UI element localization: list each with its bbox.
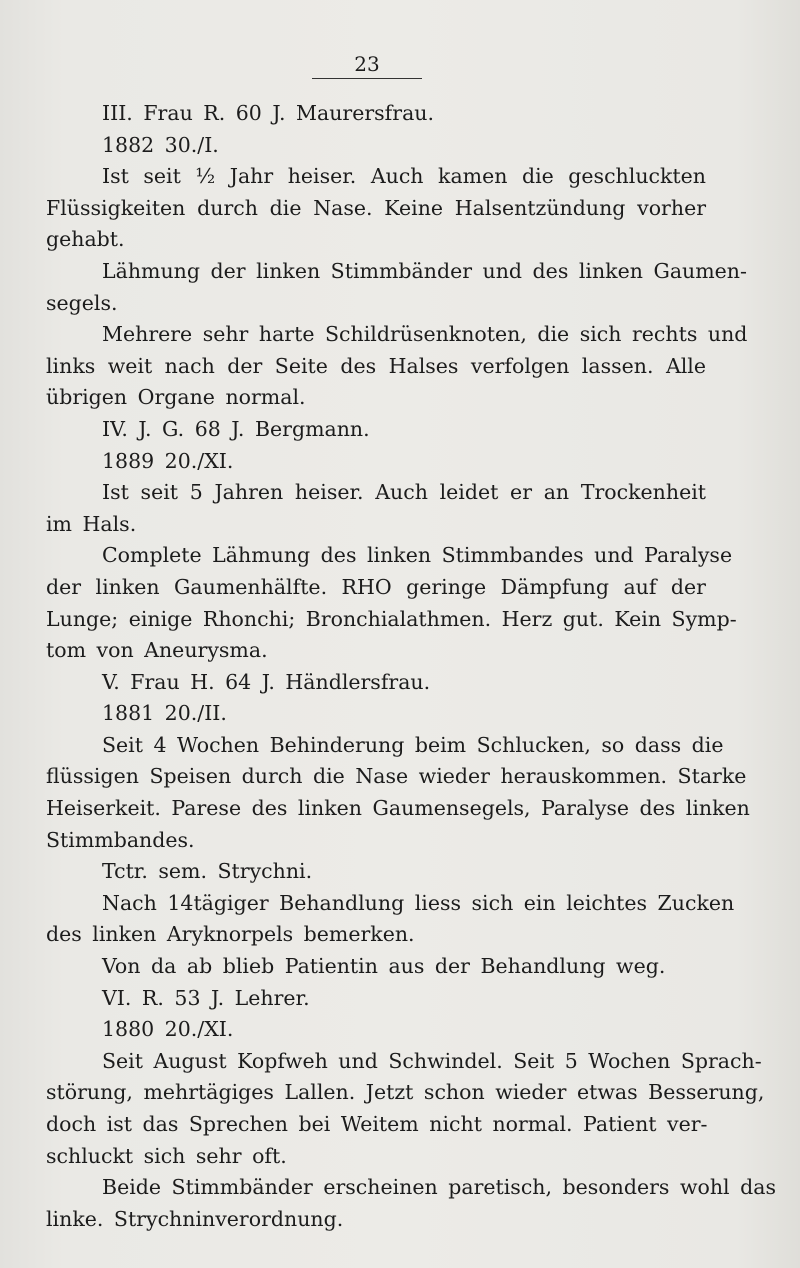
text-line: übrigen Organe normal. xyxy=(46,385,306,410)
text-line: schluckt sich sehr oft. xyxy=(46,1143,287,1168)
text-line: der linken Gaumenhälfte. RHO geringe Dämpfung auf der xyxy=(46,574,706,599)
case-paragraph xyxy=(46,951,706,983)
text-line: links weit nach der Seite des Halses verfolgen lassen. Alle xyxy=(46,353,706,378)
text-line: Lähmung der linken Stimmbänder und des linken Gaumen- xyxy=(102,258,747,283)
case-date: 1881 20./II. xyxy=(102,701,227,726)
case-paragraph xyxy=(46,477,706,540)
case-paragraph xyxy=(46,319,748,414)
text-line: gehabt. xyxy=(46,227,125,252)
text-line: Seit 4 Wochen Behinderung beim Schlucken, so dass die xyxy=(102,732,724,757)
case-paragraph xyxy=(46,856,706,888)
case-paragraph xyxy=(46,161,706,256)
text-line: flüssigen Speisen durch die Nase wieder herauskommen. Starke xyxy=(46,764,747,789)
case-heading: VI. R. 53 J. Lehrer. xyxy=(102,985,310,1010)
text-line: Von da ab blieb Patientin aus der Behandlung weg. xyxy=(102,954,666,979)
text-line: linke. Strychninverordnung. xyxy=(46,1206,344,1231)
case-entry xyxy=(46,667,750,983)
case-paragraph xyxy=(46,888,735,951)
text-line: Ist seit ½ Jahr heiser. Auch kamen die geschluckten xyxy=(102,164,706,189)
text-line: Flüssigkeiten durch die Nase. Keine Halsentzündung vorher xyxy=(46,195,706,220)
page-body xyxy=(46,98,776,1235)
text-line: doch ist das Sprechen bei Weitem nicht normal. Patient ver- xyxy=(46,1112,708,1136)
page-number: 23 xyxy=(312,52,422,79)
case-heading: IV. J. G. 68 J. Bergmann. xyxy=(102,416,370,441)
text-line: Heiserkeit. Parese des linken Gaumensegels, Paralyse des linken xyxy=(46,796,750,821)
text-line: Seit August Kopfweh und Schwindel. Seit 5 Wochen Sprach- xyxy=(102,1048,762,1073)
case-date: 1882 30./I. xyxy=(102,132,219,157)
text-line: des linken Aryknorpels bemerken. xyxy=(46,922,415,947)
text-line: störung, mehrtägiges Lallen. Jetzt schon wieder etwas Besserung, xyxy=(46,1080,765,1105)
text-line: Mehrere sehr harte Schildrüsenknoten, die sich rechts und xyxy=(102,322,748,347)
case-paragraph xyxy=(46,730,750,856)
text-line: Beide Stimmbänder erscheinen paretisch, besonders wohl das xyxy=(102,1175,776,1200)
text-line: Tctr. sem. Strychni. xyxy=(102,859,313,884)
text-line: Nach 14tägiger Behandlung liess sich ein leichtes Zucken xyxy=(102,890,735,915)
case-paragraph xyxy=(46,1172,776,1235)
text-line: tom von Aneurysma. xyxy=(46,638,268,663)
case-heading: III. Frau R. 60 J. Maurersfrau. xyxy=(102,101,435,125)
text-line: Complete Lähmung des linken Stimmbandes und Paralyse xyxy=(102,543,733,568)
case-date: 1880 20./XI. xyxy=(102,1017,234,1042)
case-paragraph xyxy=(46,1046,765,1172)
text-line: Lunge; einige Rhonchi; Bronchialathmen. Herz gut. Kein Symp- xyxy=(46,606,737,631)
case-paragraph xyxy=(46,540,737,666)
text-line: Stimmbandes. xyxy=(46,827,195,852)
case-entry xyxy=(46,983,776,1236)
case-entry xyxy=(46,414,737,667)
text-line: Ist seit 5 Jahren heiser. Auch leidet er an Trockenheit xyxy=(102,480,706,505)
case-date: 1889 20./XI. xyxy=(102,448,234,473)
case-entry xyxy=(46,98,748,414)
case-paragraph xyxy=(46,256,747,319)
text-line: im Hals. xyxy=(46,511,137,536)
case-heading: V. Frau H. 64 J. Händlersfrau. xyxy=(102,669,431,694)
text-line: segels. xyxy=(46,290,118,315)
